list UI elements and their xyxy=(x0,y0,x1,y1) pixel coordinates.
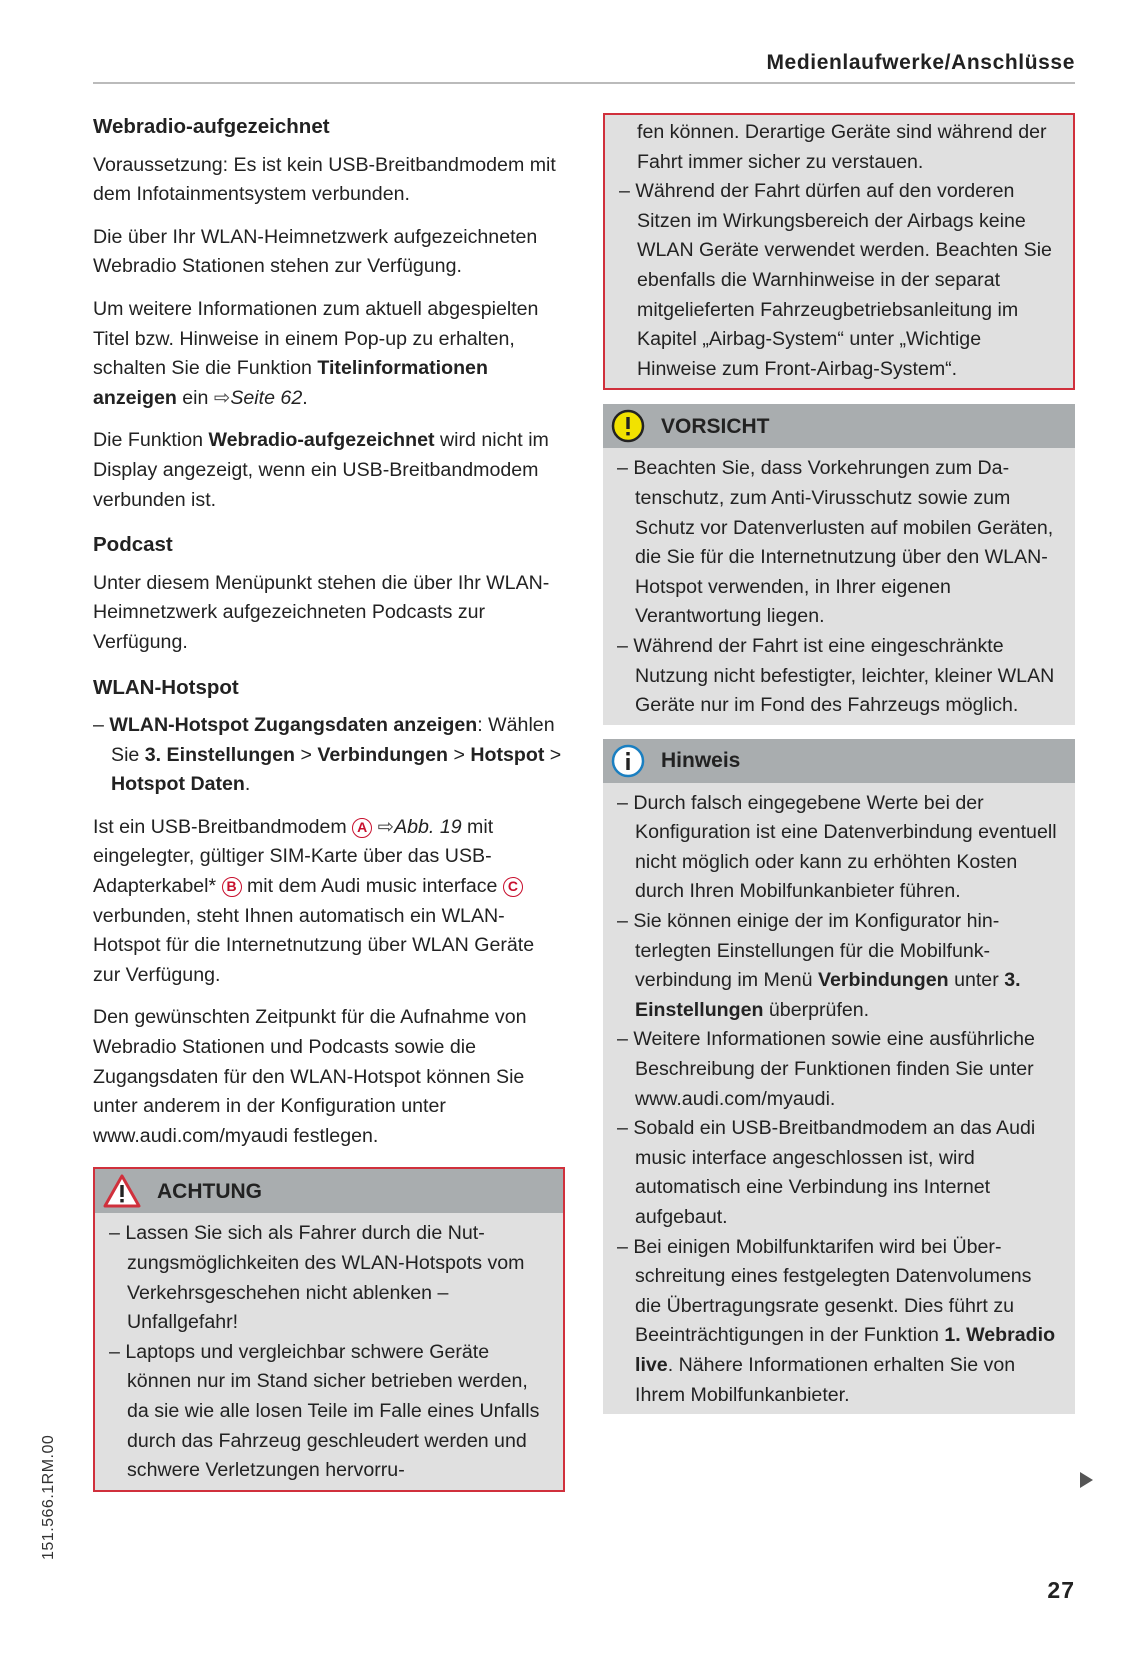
text: WLAN-Hotspot xyxy=(93,675,239,699)
text: Sie können einige der im Konfigurator hinterlegten Einstellungen für die Mobilfunkverbindung im Menü xyxy=(633,910,1000,992)
bold-term: Verbindungen xyxy=(817,969,949,992)
text: Weitere Informationen sowie eine ausführliche Beschreibung der Funktionen finden Sie unter www.audi.com/myaudi. xyxy=(633,1028,1035,1110)
heading-podcast xyxy=(93,528,565,560)
text: . xyxy=(244,773,251,796)
reference-arrow-icon: ⇨ xyxy=(377,815,395,838)
warning-title: ACHTUNG xyxy=(157,1179,262,1203)
bold-term: Hotspot xyxy=(470,743,545,766)
paragraph xyxy=(93,295,565,413)
note-title: Hinweis xyxy=(661,748,741,772)
continue-triangle-icon xyxy=(1080,1472,1093,1488)
text: ein xyxy=(176,386,214,409)
text: Während der Fahrt ist eine eingeschränkte Nutzung nicht befestigter, leichter, kleiner WLAN Geräte nur im Fond des Fahrzeugs möglich. xyxy=(633,634,1055,717)
bold-term: 3. Einstellungen xyxy=(144,743,296,766)
text: Laptops und vergleichbar schwere Geräte können nur im Stand sicher betrieben werden, da sie wie alle losen Teile im Falle eines Unfalls durch das Fahrzeug geschleudert werden und schwere Verletzungen hervorru- xyxy=(125,1340,540,1482)
note-header xyxy=(603,739,1075,783)
text: Um weitere Informationen zum aktuell abgespielten Titel bzw. Hinweise in einem Pop-up zu erhalten, schalten Sie die Funktion xyxy=(93,297,539,380)
paragraph xyxy=(93,813,565,991)
heading-wlan-hotspot xyxy=(93,671,565,703)
paragraph xyxy=(93,569,565,658)
heading-webradio-aufgezeichnet xyxy=(93,110,565,142)
text: Sobald ein USB-Breitbandmodem an das Audi music interface angeschlossen ist, wird automatisch eine Verbindung ins Internet aufgebaut. xyxy=(633,1117,1036,1228)
text: . xyxy=(302,386,308,409)
list-item xyxy=(617,1025,1061,1114)
list-item xyxy=(109,1338,549,1486)
list-item xyxy=(619,177,1059,384)
bold-term: Titelinformationen anzeigen xyxy=(93,357,488,409)
list-item xyxy=(617,789,1061,907)
text: > xyxy=(295,743,318,766)
warning-header xyxy=(95,1169,563,1213)
page-number: 27 xyxy=(1047,1577,1075,1603)
callout-marker: A xyxy=(352,818,372,838)
left-text-flow xyxy=(93,110,565,1151)
running-header: Medienlaufwerke/Anschlüsse xyxy=(93,46,1075,84)
bold-term: WLAN-Hotspot Zugangsdaten anzeigen xyxy=(109,714,478,737)
warning-box-achtung xyxy=(93,1167,565,1491)
paragraph xyxy=(93,151,565,210)
text: > xyxy=(448,743,471,766)
text: unter xyxy=(948,969,1005,992)
list-item xyxy=(617,907,1061,1025)
warning-triangle-icon xyxy=(103,1174,141,1208)
paragraph xyxy=(93,426,565,515)
left-column xyxy=(93,110,565,1492)
text: : Wählen Sie xyxy=(111,714,555,766)
text: Durch falsch eingegebene Werte bei der Konfiguration ist eine Datenverbindung eventuell nicht möglich oder kann zu erhöhten Kosten durch Ihren Mobilfunkanbieter führen. xyxy=(633,791,1057,903)
warning-box-continuation xyxy=(603,113,1075,390)
text: überprüfen. xyxy=(763,998,870,1021)
page-reference: Abb. 19 xyxy=(394,815,462,838)
text: Die Funktion xyxy=(93,429,209,452)
text: Unter diesem Menüpunkt stehen die über Ihr WLAN-Heimnetzwerk aufgezeichneten Podcasts zur Verfügung. xyxy=(93,571,550,653)
text: Den gewünschten Zeitpunkt für die Aufnahme von Webradio Stationen und Podcasts sowie die Zugangsdaten für den WLAN-Hotspot können Sie unter anderem in der Konfiguration unter www.audi.com/myaudi festlegen. xyxy=(93,1006,527,1147)
page-reference: Seite 62 xyxy=(230,386,303,409)
callout-marker: C xyxy=(503,877,523,897)
right-column xyxy=(603,113,1075,1414)
paragraph xyxy=(619,118,1059,177)
list-item xyxy=(617,454,1061,632)
reference-arrow-icon: ⇨ xyxy=(213,386,231,409)
bold-term: Webradio-aufgezeichnet xyxy=(208,429,435,452)
bold-term: Hotspot Daten xyxy=(111,773,245,796)
note-body xyxy=(603,783,1075,1414)
text: Lassen Sie sich als Fahrer durch die Nutzungsmöglichkeiten des WLAN-Hotspots vom Verkehrsgeschehen nicht ablenken – Unfallgefahr! xyxy=(125,1222,525,1334)
caution-title: VORSICHT xyxy=(661,414,770,438)
paragraph xyxy=(93,223,565,282)
note-box-hinweis xyxy=(603,739,1075,1414)
list-item xyxy=(617,1114,1061,1232)
document-code: 151.566.1RM.00 xyxy=(40,1434,57,1560)
warning-body xyxy=(95,1213,563,1489)
text: mit dem Audi music interface xyxy=(241,875,503,898)
list-item xyxy=(617,1233,1061,1411)
paragraph xyxy=(93,1003,565,1151)
text: Bei einigen Mobilfunktarifen wird bei Überschreitung eines festgelegten Datenvolumens die Übertragungsrate gesenkt. Dies führt zu Beeinträchtigungen in der Funktion xyxy=(633,1235,1032,1347)
text: verbunden, steht Ihnen automatisch ein WLAN-Hotspot für die Internetnutzung über WLAN Geräte zur Verfügung. xyxy=(93,904,535,986)
caution-box-vorsicht xyxy=(603,404,1075,724)
text: wird nicht im Display angezeigt, wenn ein USB-Breitbandmodem verbunden ist. xyxy=(93,429,549,511)
text: Webradio-aufgezeichnet xyxy=(93,115,330,138)
caution-body xyxy=(603,448,1075,724)
list-item xyxy=(93,711,565,800)
text: mit eingelegter, gültiger SIM-Karte über das USB-Adapterkabel* xyxy=(93,815,494,898)
bold-term: Verbindungen xyxy=(317,743,448,766)
info-circle-icon xyxy=(611,744,645,778)
text: Die über Ihr WLAN-Heimnetzwerk aufgezeichneten Webradio Stationen stehen zur Verfügung. xyxy=(93,225,538,278)
list-item xyxy=(109,1219,549,1337)
text: Ist ein USB-Breitbandmodem xyxy=(93,815,353,838)
text: Beachten Sie, dass Vorkehrungen zum Datenschutz, zum Anti-Virusschutz sowie zum Schutz vor Datenverlusten auf mobilen Geräten, die Sie für die Internetnutzung über den WLAN-Hotspot verwenden, in Ihrer eigenen Verantwortung liegen. xyxy=(633,457,1054,628)
bold-term: 3. Einstellungen xyxy=(635,969,1021,1021)
exclamation-circle-icon xyxy=(611,409,645,443)
bold-term: 1. Webradio live xyxy=(635,1324,1056,1376)
text: > xyxy=(544,743,562,766)
text: Voraussetzung: Es ist kein USB-Breitbandmodem mit dem Infotainmentsystem verbunden. xyxy=(93,153,556,206)
text: . Nähere Informationen erhalten Sie von Ihrem Mobilfunkanbieter. xyxy=(635,1353,1016,1406)
caution-header xyxy=(603,404,1075,448)
text: Podcast xyxy=(93,533,173,557)
list-item xyxy=(617,632,1061,721)
text: fen können. Derartige Geräte sind während der Fahrt immer sicher zu verstauen. xyxy=(637,121,1047,173)
text: Während der Fahrt dürfen auf den vorderen Sitzen im Wirkungsbereich der Airbags keine WLAN Geräte verwendet werden. Beachten Sie ebenfalls die Warnhinweise in der separat mitgelieferten Fahrzeugbetriebsanleitung im Kapitel „Airbag-System“ unter „Wichtige Hinweise zum Front-Airbag-System“. xyxy=(635,180,1052,380)
callout-marker: B xyxy=(222,877,242,897)
